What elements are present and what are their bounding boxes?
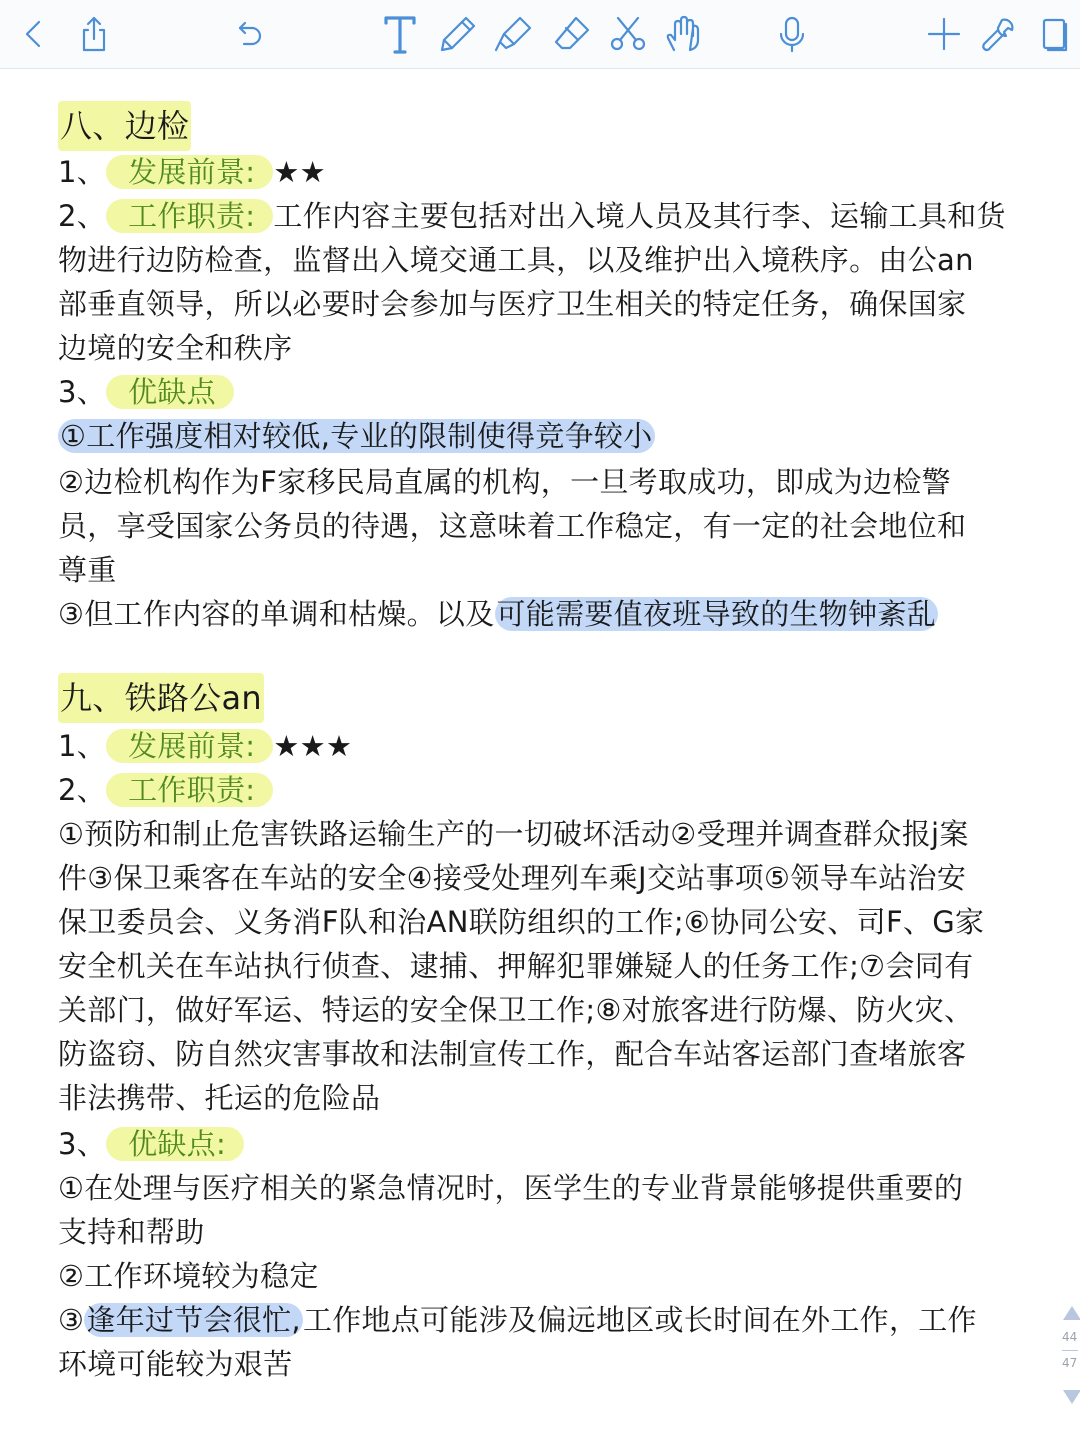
- blue-highlight: 逢年过节会很忙,: [86, 1303, 301, 1337]
- duty-label: 工作职责:: [106, 199, 273, 233]
- undo-icon[interactable]: [226, 10, 270, 58]
- eraser-icon[interactable]: [550, 10, 594, 58]
- highlighter-icon[interactable]: [492, 10, 536, 58]
- section-8-line-4: 部垂直领导，所以必要时会参加与医疗卫生相关的特定任务，确保国家: [58, 287, 967, 321]
- section-9-line-11: ①在处理与医疗相关的紧急情况时，医学生的专业背景能够提供重要的: [58, 1171, 964, 1205]
- section-9-line-9: 非法携带、托运的危险品: [58, 1081, 381, 1115]
- section-8-line-7: [58, 414, 655, 458]
- star-rating: ★★★: [273, 729, 353, 763]
- section-8-line-1: [58, 150, 326, 194]
- section-9-line-10: [58, 1122, 244, 1166]
- section-8-line-9: 员，享受国家公务员的待遇，这意味着工作稳定，有一定的社会地位和: [58, 509, 967, 543]
- section-8-title-text: 八、边检: [58, 101, 191, 151]
- microphone-icon[interactable]: [770, 10, 814, 58]
- line-number: 2、: [58, 773, 107, 807]
- section-9-line-13: ②工作环境较为稳定: [58, 1259, 319, 1293]
- blue-highlight: ①工作强度相对较低,专业的限制使得竞争较小: [60, 419, 653, 453]
- line-number: 3、: [58, 1127, 107, 1161]
- pros-cons-label: 优缺点: [106, 375, 234, 409]
- page-icon[interactable]: [1032, 10, 1076, 58]
- prospect-label: 发展前景:: [106, 155, 273, 189]
- hand-icon[interactable]: [660, 10, 704, 58]
- section-9-line-5: 保卫委员会、义务消F队和治AN联防组织的工作;⑥协同公安、司F、G家: [58, 905, 985, 939]
- current-page: 44: [1062, 1330, 1078, 1344]
- scissors-icon[interactable]: [606, 10, 650, 58]
- duty-text: 工作内容主要包括对出入境人员及其行李、运输工具和货: [273, 199, 1006, 233]
- section-8-line-3: 物进行边防检查，监督出入境交通工具，以及维护出入境秩序。由公an: [58, 243, 974, 277]
- section-9-line-14: [58, 1298, 977, 1342]
- wrench-icon[interactable]: [976, 10, 1020, 58]
- section-9-title: [58, 676, 264, 720]
- section-9-line-12: 支持和帮助: [58, 1215, 205, 1249]
- section-8-line-8: ②边检机构作为F家移民局直属的机构，一旦考取成功，即成为边检警: [58, 465, 951, 499]
- star-rating: ★★: [273, 155, 326, 189]
- section-9-title-text: 九、铁路公an: [58, 673, 264, 723]
- pros-cons-label: 优缺点:: [106, 1127, 244, 1161]
- section-9-line-6: 安全机关在车站执行侦查、逮捕、押解犯罪嫌疑人的任务工作;⑦会同有: [58, 949, 974, 983]
- share-icon[interactable]: [72, 10, 116, 58]
- section-8-line-5: 边境的安全和秩序: [58, 331, 293, 365]
- line-number: 2、: [58, 199, 107, 233]
- duty-label: 工作职责:: [106, 773, 273, 807]
- text-tool-icon[interactable]: [378, 10, 422, 58]
- total-pages: 47: [1062, 1356, 1078, 1370]
- con-text: ③但工作内容的单调和枯燥。以及: [58, 597, 495, 631]
- pen-icon[interactable]: [436, 10, 480, 58]
- section-8-title: [58, 104, 191, 148]
- back-icon[interactable]: [12, 10, 56, 58]
- section-9-line-15: 环境可能较为艰苦: [58, 1347, 293, 1381]
- line-number: 3、: [58, 375, 107, 409]
- toolbar: [0, 0, 1080, 69]
- scroll-up-icon[interactable]: [1063, 1306, 1080, 1320]
- blue-highlight: 可能需要值夜班导致的生物钟紊乱: [496, 597, 937, 631]
- page-separator: [1062, 1350, 1078, 1351]
- scroll-down-icon[interactable]: [1063, 1390, 1080, 1404]
- line-number: 1、: [58, 155, 107, 189]
- section-9-line-3: ①预防和制止危害铁路运输生产的一切破坏活动②受理并调查群众报j案: [58, 817, 969, 851]
- section-8-line-2: [58, 194, 1006, 238]
- line-number: ③: [58, 1303, 85, 1337]
- section-9-line-2: [58, 768, 273, 812]
- section-8-line-10: 尊重: [58, 553, 117, 587]
- section-9-line-1: [58, 724, 352, 768]
- section-9-line-4: 件③保卫乘客在车站的安全④接受处理列车乘J交站事项⑤领导车站治安: [58, 861, 967, 895]
- line-number: 1、: [58, 729, 107, 763]
- page-scroller[interactable]: [1060, 1306, 1080, 1406]
- section-9-line-7: 关部门，做好军运、特运的安全保卫工作;⑧对旅客进行防爆、防火灾、: [58, 993, 974, 1027]
- add-icon[interactable]: [922, 10, 966, 58]
- section-9-line-8: 防盗窃、防自然灾害事故和法制宣传工作，配合车站客运部门查堵旅客: [58, 1037, 967, 1071]
- con-text: 工作地点可能涉及偏远地区或长时间在外工作，工作: [302, 1303, 977, 1337]
- note-page[interactable]: [0, 68, 1080, 1439]
- section-8-line-6: [58, 370, 234, 414]
- section-8-line-11: [58, 592, 938, 636]
- prospect-label: 发展前景:: [106, 729, 273, 763]
